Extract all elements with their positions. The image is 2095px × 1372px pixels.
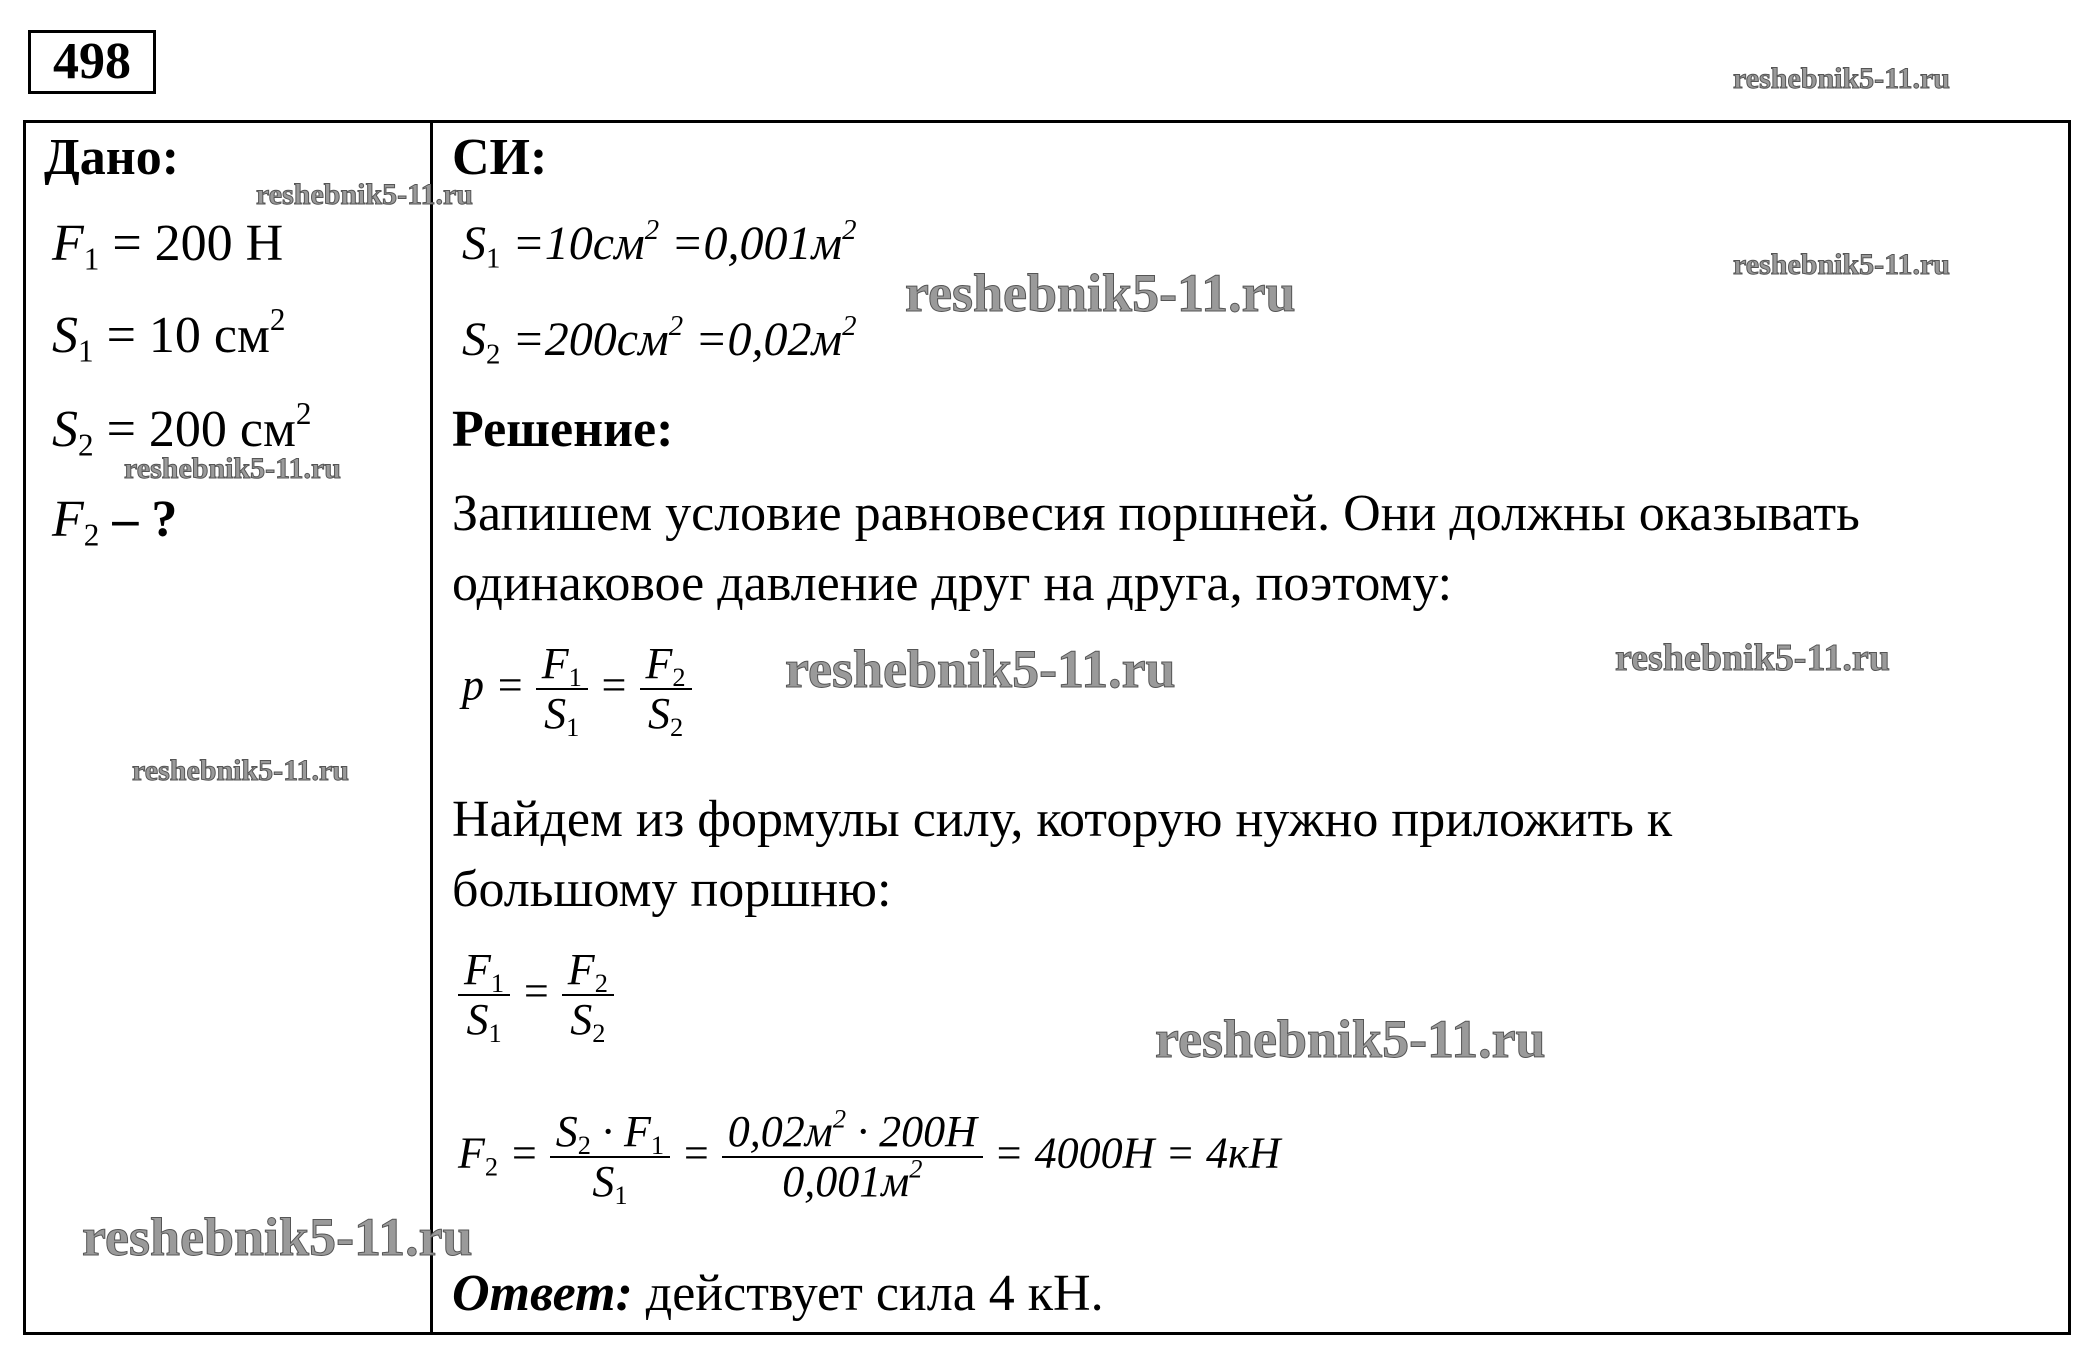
solution-text-1b: одинаковое давление друг на друга, поэтому: — [452, 555, 1453, 612]
given-s1-value: = 10 см — [106, 307, 270, 364]
solution-text-1a: Запишем условие равновесия поршней. Они должны оказывать — [452, 485, 1860, 542]
equilibrium-formula: $\frac{F_1}{S_1}$ = $\frac{F_2}{S_2}$ — [458, 946, 614, 1045]
watermark: reshebnik5-11.ru — [1733, 62, 1950, 95]
watermark: reshebnik5-11.ru — [82, 1207, 473, 1267]
solution-text-2a: Найдем из формулы силу, которую нужно приложить к — [452, 791, 1673, 848]
problem-number: 498 — [28, 30, 156, 94]
given-s2-value: = 200 см — [106, 401, 296, 458]
given-f2-dash: – — [112, 491, 139, 548]
result-num-a: 0,02м — [727, 1107, 833, 1156]
given-f1: $F_1 = 200$ Н — [52, 215, 284, 277]
watermark: reshebnik5-11.ru — [905, 263, 1296, 323]
watermark: reshebnik5-11.ru — [124, 452, 341, 485]
watermark: reshebnik5-11.ru — [1155, 1009, 1546, 1069]
si-title: СИ: — [452, 129, 548, 186]
given-question: ? — [151, 491, 178, 548]
given-f1-value: = 200 Н — [112, 215, 284, 272]
result-formula: $F_2$ = $\frac{S_2 \cdot F_1}{S_1}$ = $\frac{0,02м^2 \cdot 200Н}{0,001м^2}$ = 4000Н = 4кН — [458, 1103, 1281, 1211]
given-s2: $S_2 = 200$ $см^2$ — [52, 396, 312, 463]
column-divider — [430, 120, 433, 1335]
result-num-b: · 200Н — [857, 1107, 977, 1156]
answer-text: действует сила 4 кН. — [645, 1265, 1104, 1322]
result-value: = 4000Н = 4кН — [993, 1128, 1281, 1178]
si-s1-m: =0,001м — [671, 217, 843, 270]
result-den: 0,001м — [782, 1157, 910, 1207]
watermark: reshebnik5-11.ru — [132, 754, 349, 787]
watermark: reshebnik5-11.ru — [256, 178, 473, 211]
solution-text-2b: большому поршню: — [452, 861, 892, 918]
pressure-formula: p = $\frac{F_1}{S_1}$ = $\frac{F_2}{S_2}$ — [462, 640, 692, 739]
watermark: reshebnik5-11.ru — [785, 639, 1176, 699]
si-s1: $S_1 =10см^2 =0,001м^2$ — [462, 213, 857, 275]
si-s2: $S_2 =200см^2 =0,02м^2$ — [462, 309, 857, 371]
watermark: reshebnik5-11.ru — [1615, 637, 1890, 679]
given-f2: $F_2$ – ? — [52, 491, 178, 553]
solution-title: Решение: — [452, 401, 674, 458]
si-s1-cm: =10см — [512, 217, 645, 270]
si-s2-m: =0,02м — [695, 313, 843, 366]
answer — [452, 1264, 1104, 1324]
answer-label: Ответ: — [452, 1265, 633, 1322]
given-s1: $S_1 = 10$ $см^2$ — [52, 302, 286, 369]
given-title: Дано: — [44, 129, 180, 186]
si-s2-cm: =200см — [512, 313, 669, 366]
watermark: reshebnik5-11.ru — [1733, 248, 1950, 281]
